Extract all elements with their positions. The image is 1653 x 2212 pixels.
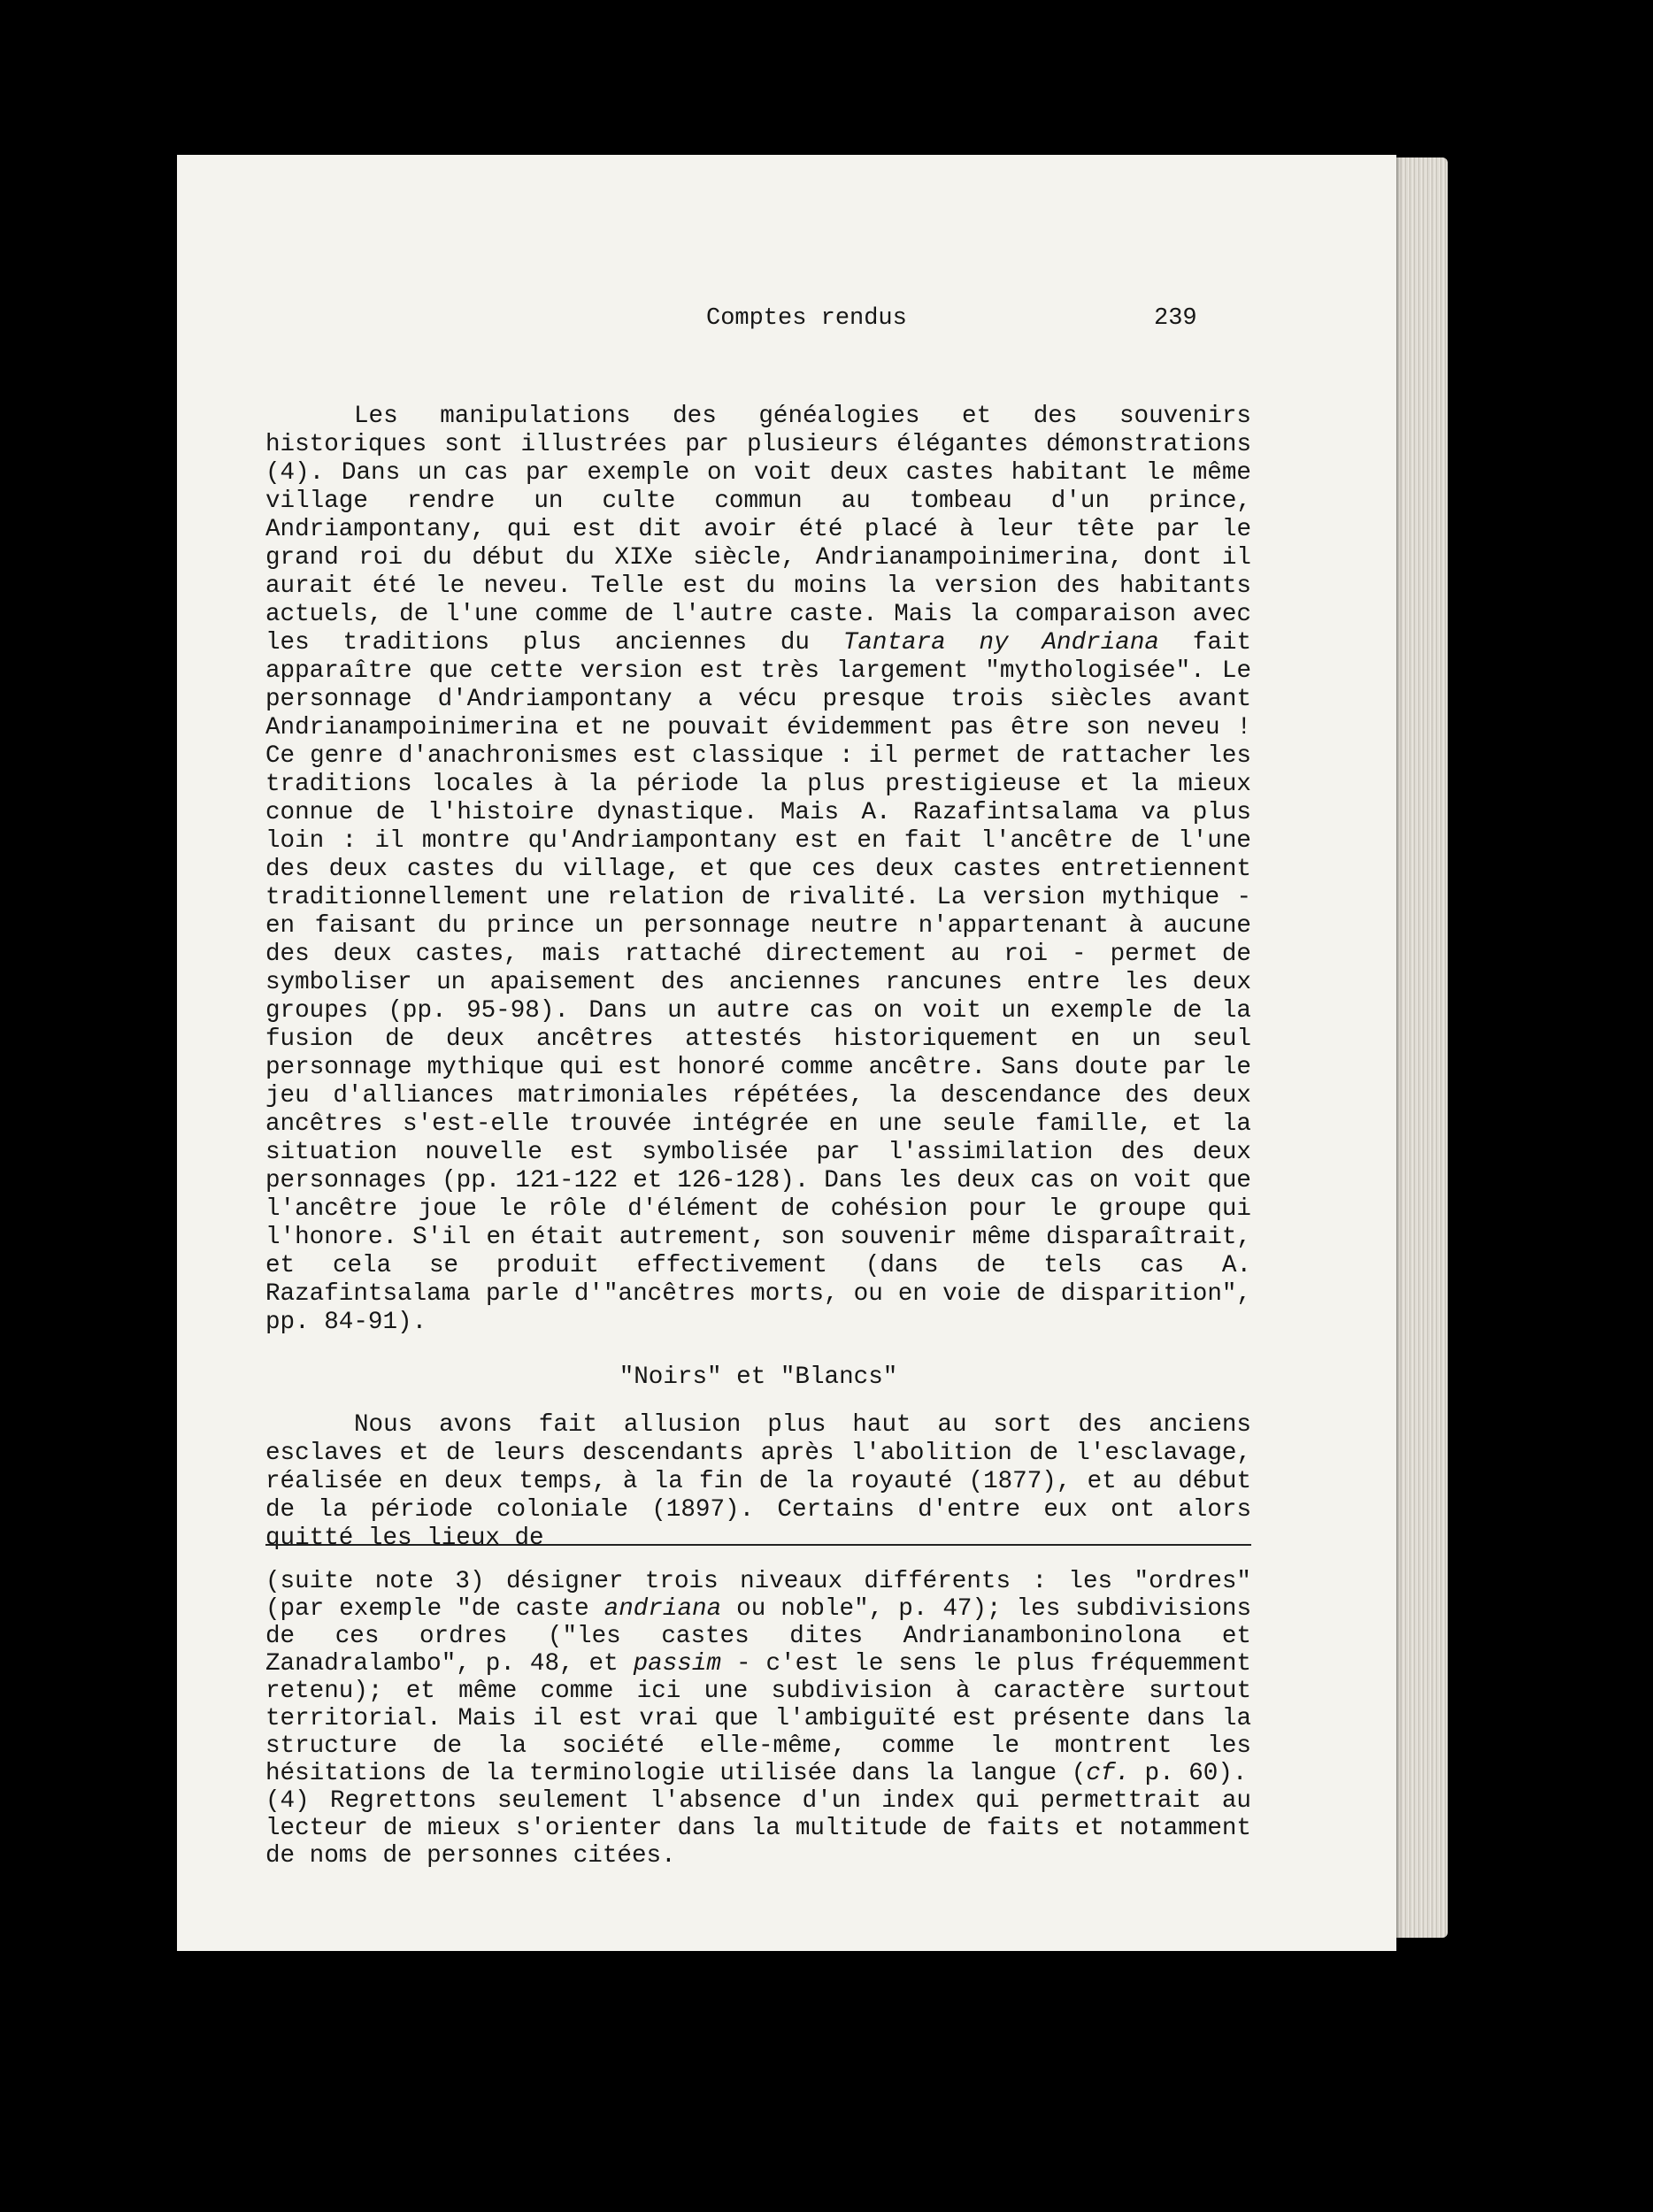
footnote-text: ou noble", p. 47); les subdivisions de ces ordres ("les castes dites Andrianamboninolona et Zanadralambo", p. 48, et (265, 1595, 1251, 1678)
paragraph-manipulations (265, 403, 1251, 1337)
footnote-4: (4) Regrettons seulement l'absence d'un index qui permettrait au lecteur de mieux s'orienter dans la multitude de faits et notamment de noms de personnes citées. (265, 1787, 1251, 1870)
footnote-text: p. 60). (1130, 1760, 1248, 1787)
page-number: 239 (1154, 305, 1197, 332)
footnote-text: - c'est le sens le plus fréquemment retenu); et même comme ici une subdivision à caractère surtout territorial. Mais il est vrai que l'ambiguïté est présente dans la structure de la société elle-même, comme le montrent les hésitations de la terminologie utilisée dans la langue ( (265, 1650, 1251, 1787)
section-heading: "Noirs" et "Blancs" (619, 1363, 898, 1391)
running-head-title: Comptes rendus (706, 305, 907, 332)
paragraph-text: fait apparaître que cette version est très largement "mythologisée". Le personnage d'Andriampontany a vécu presque trois siècles avant Andrianampoinimerina et ne pouvait évidemment pas être son neveu ! Ce genre d'anachronismes est classique : il permet de rattacher les traditions locales à la période la plus prestigieuse et la mieux connue de l'histoire dynastique. Mais A. Razafintsalama va plus loin : il montre qu'Andriampontany est en fait l'ancêtre de l'une des deux castes du village, et que ces deux castes entretiennent traditionnellement une relation de rivalité. La version mythique - en faisant du prince un personnage neutre n'appartenant à aucune des deux castes, mais rattaché directement au roi - permet de symboliser un apaisement des anciennes rancunes entre les deux groupes (pp. 95-98). Dans un autre cas on voit un exemple de la fusion de deux ancêtres attestés historiquement en un seul personnage mythique qui est honoré comme ancêtre. Sans doute par le jeu d'alliances matrimoniales répétées, la descendance des deux ancêtres s'est-elle trouvée intégrée en une seule famille, et la situation nouvelle est symbolisée par l'assimilation des deux personnages (pp. 121-122 et 126-128). Dans les deux cas on voit que l'ancêtre joue le rôle d'élément de cohésion pour le groupe qui l'honore. S'il en était autrement, son souvenir même disparaîtrait, et cela se produit effectivement (dans de tels cas A. Razafintsalama parle d'"ancêtres morts, ou en voie de disparition", pp. 84-91). (265, 629, 1251, 1336)
footnote-italic: passim (633, 1650, 721, 1678)
footnote-italic: andriana (604, 1595, 722, 1623)
body-text (265, 403, 1251, 1553)
footnote-3-continued (265, 1568, 1251, 1787)
footnote-rule (265, 1544, 1251, 1546)
book-page (177, 155, 1396, 1951)
paragraph-noirs-blancs: Nous avons fait allusion plus haut au sort des anciens esclaves et de leurs descendants après l'abolition de l'esclavage, réalisée en deux temps, à la fin de la royauté (1877), et au début de la période coloniale (1897). Certains d'entre eux ont alors quitté les lieux de (265, 1411, 1251, 1552)
italic-title: Tantara ny Andriana (842, 629, 1159, 657)
paragraph-text: Les manipulations des généalogies et des souvenirs historiques sont illustrées par plusieurs élégantes démonstrations (4). Dans un cas par exemple on voit deux castes habitant le même village rendre un culte commun au tombeau d'un prince, Andriampontany, qui est dit avoir été placé à leur tête par le grand roi du début du XIXe siècle, Andrianampoinimerina, dont il aurait été le neveu. Telle est du moins la version des habitants actuels, de l'une comme de l'autre caste. Mais la comparaison avec les traditions plus anciennes du (265, 403, 1251, 657)
footnote-text: (suite note 3) désigner trois niveaux différents : les "ordres" (par exemple "de caste (265, 1568, 1251, 1623)
footnotes (265, 1568, 1251, 1870)
footnote-italic: cf. (1086, 1760, 1130, 1787)
